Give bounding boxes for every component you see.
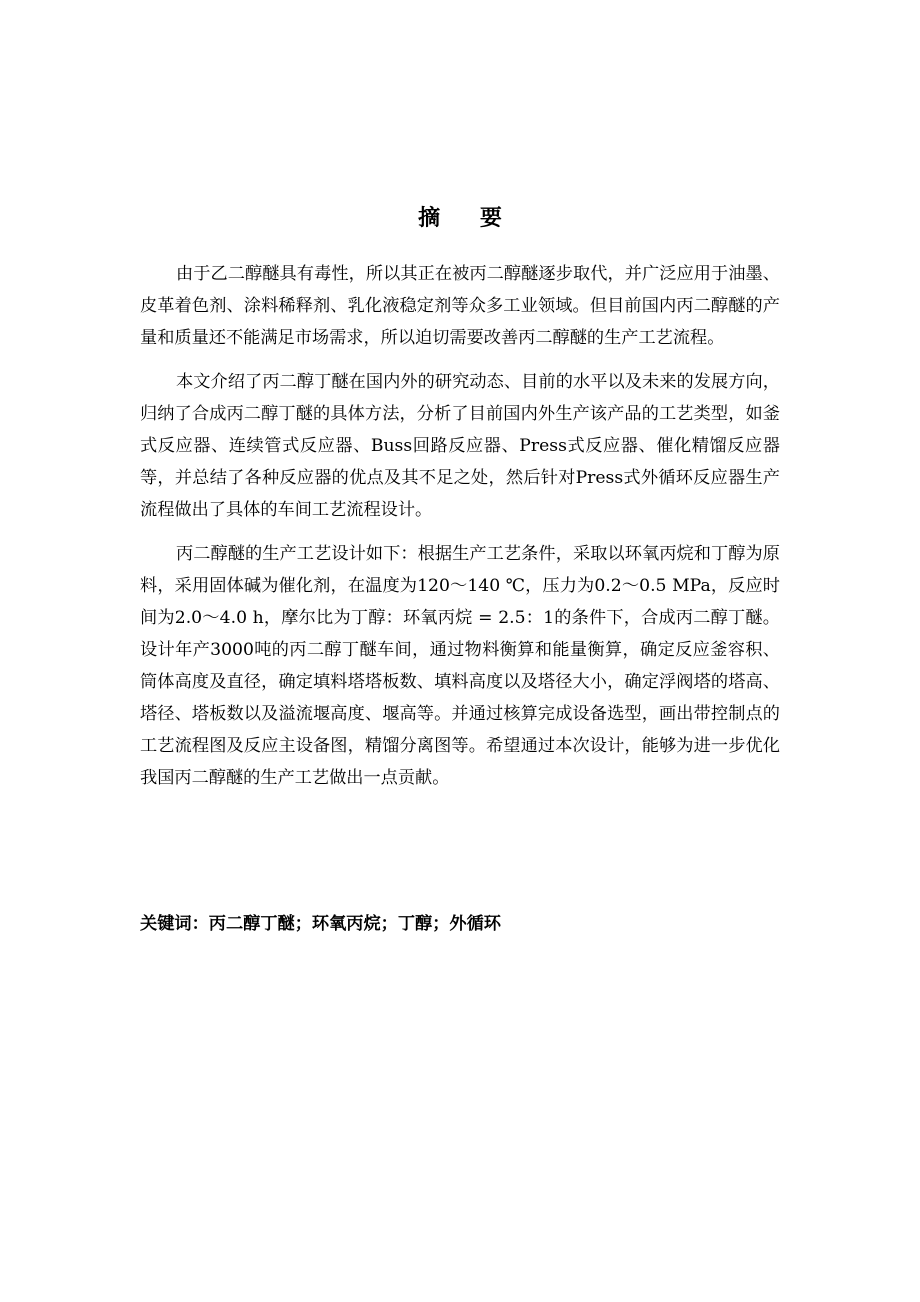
abstract-paragraph-1: 由于乙二醇醚具有毒性，所以其正在被丙二醇醚逐步取代，并广泛应用于油墨、皮革着色剂、涂料稀释剂、乳化液稳定剂等众多工业领域。但目前国内丙二醇醚的产量和质量还不能满足市场需求，所以迫切需要改善丙二醇醚的生产工艺流程。	[140, 264, 780, 348]
abstract-paragraph-3: 丙二醇醚的生产工艺设计如下：根据生产工艺条件，采取以环氧丙烷和丁醇为原料，采用固体碱为催化剂，在温度为120～140 ℃，压力为0.2～0.5 MPa，反应时间为2.0～4.0 h，摩尔比为丁醇：环氧丙烷 = 2.5：1的条件下，合成丙二醇丁醚。设计年产3000吨的丙二醇丁醚车间，通过物料衡算和能量衡算，确定反应釜容积、筒体高度及直径，确定填料塔塔板数、填料高度以及塔径大小，确定浮阀塔的塔高、塔径、塔板数以及溢流堰高度、堰高等。并通过核算完成设备选型，画出带控制点的工艺流程图及反应主设备图，精馏分离图等。希望通过本次设计，能够为进一步优化我国丙二醇醚的生产工艺做出一点贡献。	[140, 544, 780, 788]
abstract-paragraph-2: 本文介绍了丙二醇丁醚在国内外的研究动态、目前的水平以及未来的发展方向，归纳了合成丙二醇丁醚的具体方法，分析了目前国内外生产该产品的工艺类型，如釜式反应器、连续管式反应器、Buss回路反应器、Press式反应器、催化精馏反应器等，并总结了各种反应器的优点及其不足之处，然后针对Press式外循环反应器生产流程做出了具体的车间工艺流程设计。	[140, 372, 780, 520]
abstract-title: 摘 要	[418, 205, 518, 231]
keywords-line: 关键词：丙二醇丁醚；环氧丙烷；丁醇；外循环	[140, 914, 501, 934]
abstract-body	[140, 258, 780, 806]
